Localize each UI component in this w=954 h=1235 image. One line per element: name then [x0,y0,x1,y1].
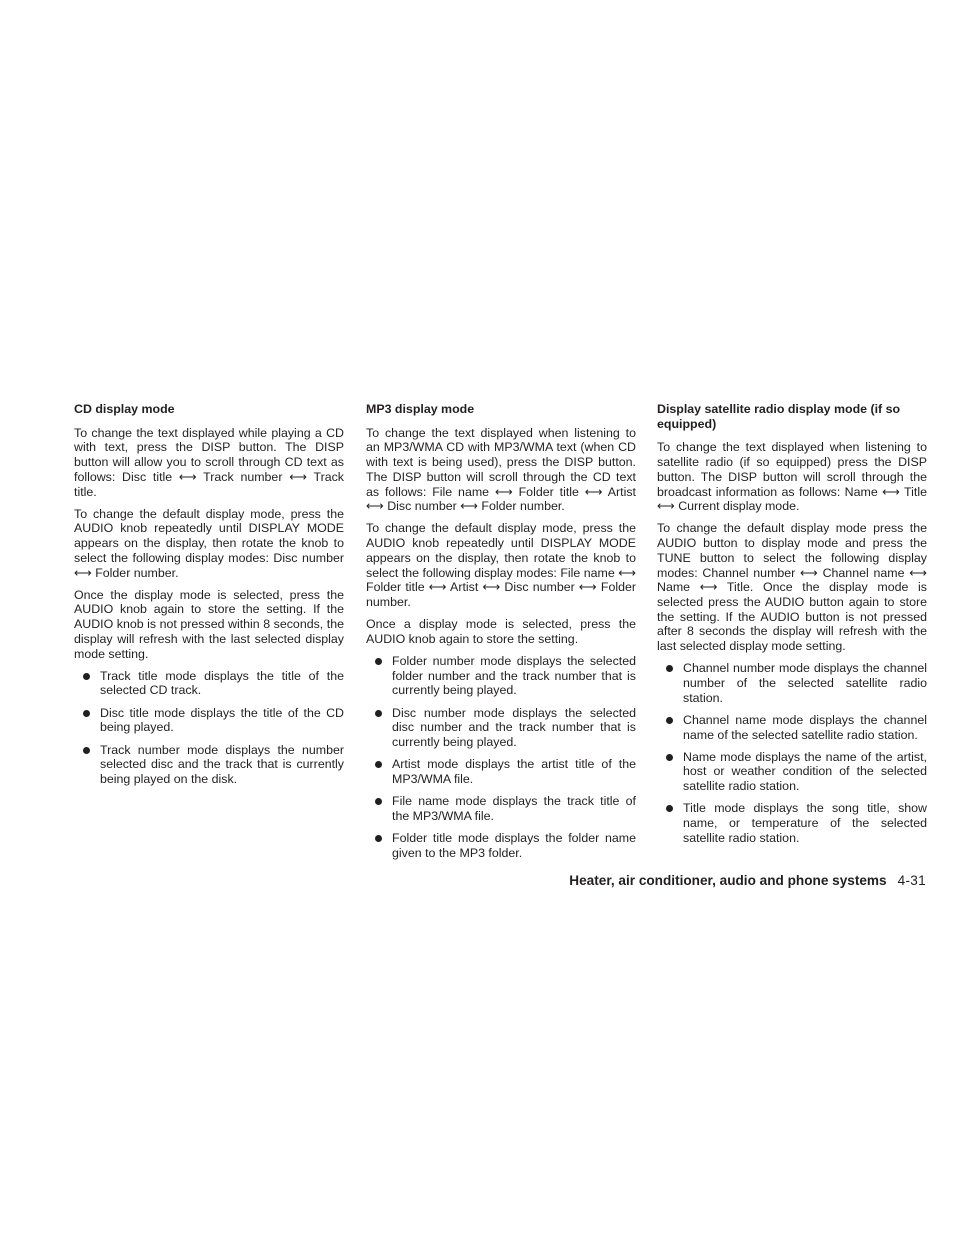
paragraph: To change the text displayed while playing a CD with text, press the DISP button. The DISP button will allow you to scroll through CD text as follows: Disc title ⟷ Track number ⟷ Track title. [74,425,344,499]
bullet-icon [375,710,382,717]
paragraph: To change the default display mode, press the AUDIO knob repeatedly until DISPLAY MODE appears on the display, then rotate the knob to select the following display modes: File name ⟷ Folder title ⟷ Artist ⟷ Disc number ⟷ Folder number. [366,521,636,609]
paragraph: To change the text displayed when listening to satellite radio (if so equipped) press the DISP button. The DISP button will scroll through the broadcast information as follows: Name ⟷ Title ⟷ Current display mode. [657,440,927,514]
paragraph: To change the default display mode press the AUDIO button to display mode and press the TUNE button to select the following display modes: Channel number ⟷ Channel name ⟷ Name ⟷ Title. Once the display mode is selected press the AUDIO button again to store the setting. If the AUDIO button is not pressed after 8 seconds the display will refresh with the last selected display mode setting. [657,521,927,654]
section-heading: CD display mode [74,402,175,416]
list-item-text: Folder title mode displays the folder name given to the MP3 folder. [392,831,636,860]
column-cd-display-mode [74,402,344,794]
bullet-icon [375,798,382,805]
bullet-list [366,654,636,860]
column-mp3-display-mode [366,402,636,868]
list-item-text: Folder number mode displays the selected folder number and the track number that is currently being played. [392,654,636,698]
list-item [366,654,636,698]
list-item [74,743,344,787]
list-item-text: Name mode displays the name of the artist, host or weather condition of the selected satellite radio station. [683,749,927,794]
bullet-icon [666,754,673,761]
bullet-list [657,661,927,845]
list-item-text: Channel number mode displays the channel number of the selected satellite radio station. [683,661,927,705]
bullet-icon [83,710,90,717]
list-item [74,706,344,735]
bullet-icon [375,658,382,665]
bullet-list [74,669,344,787]
bullet-icon [375,761,382,768]
list-item-text: File name mode displays the track title of the MP3/WMA file. [392,794,636,823]
bullet-icon [666,665,673,672]
list-item [366,706,636,750]
column-satellite-display-mode [657,402,927,853]
paragraph: To change the default display mode, press the AUDIO knob repeatedly until DISPLAY MODE appears on the display, then rotate the knob to select the following display modes: Disc number ⟷ Folder number. [74,506,344,580]
paragraph: To change the text displayed when listening to an MP3/WMA CD with MP3/WMA text (when CD with text is being used), press the DISP button. The DISP button will scroll through the CD text as follows: File name ⟷ Folder title ⟷ Artist ⟷ Disc number ⟷ Folder number. [366,425,636,514]
page-footer [569,873,926,889]
list-item [366,831,636,860]
list-item [366,794,636,823]
list-item-text: Artist mode displays the artist title of the MP3/WMA file. [392,757,636,786]
list-item [657,661,927,705]
footer-section-title: Heater, air conditioner, audio and phone systems [569,873,887,888]
section-heading: MP3 display mode [366,402,475,416]
list-item-text: Disc number mode displays the selected disc number and the track number that is currently being played. [392,705,636,750]
list-item-text: Title mode displays the song title, show name, or temperature of the selected satellite radio station. [683,801,927,845]
list-item [74,669,344,698]
bullet-icon [83,673,90,680]
paragraph: Once the display mode is selected, press the AUDIO knob again to store the setting. If the AUDIO knob is not pressed within 8 seconds, the display will refresh with the last selected display mode setting. [74,587,344,661]
list-item-text: Track number mode displays the number selected disc and the track that is currently being played on the disk. [100,742,344,786]
list-item [657,750,927,794]
list-item-text: Disc title mode displays the title of the CD being played. [100,705,344,735]
bullet-icon [375,835,382,842]
bullet-icon [666,717,673,724]
bullet-icon [83,747,90,754]
list-item [366,757,636,786]
list-item [657,713,927,742]
page-number: 4-31 [897,873,926,888]
bullet-icon [666,805,673,812]
list-item [657,801,927,845]
section-heading: Display satellite radio display mode (if so equipped) [657,402,901,431]
list-item-text: Channel name mode displays the channel name of the selected satellite radio station. [683,712,927,742]
list-item-text: Track title mode displays the title of the selected CD track. [100,668,344,698]
paragraph: Once a display mode is selected, press the AUDIO knob again to store the setting. [366,617,636,646]
